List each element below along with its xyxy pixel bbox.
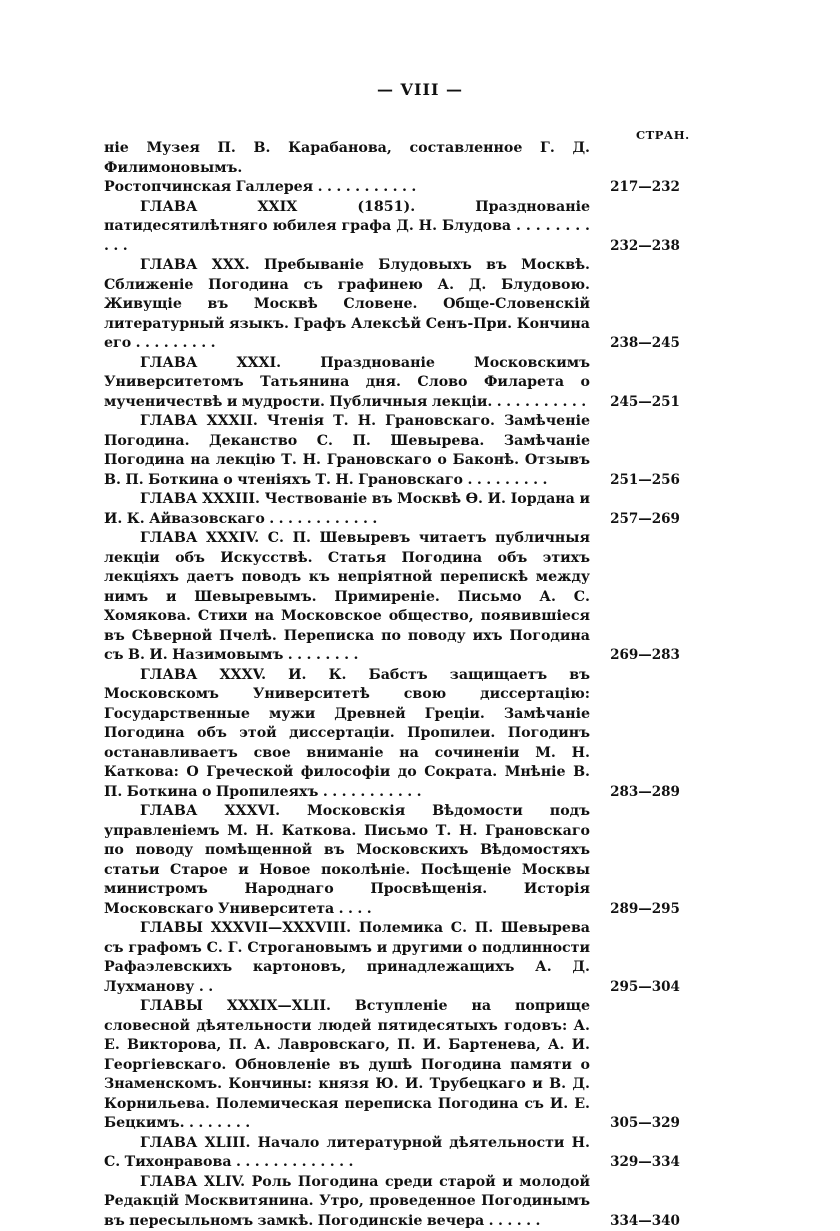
table-of-contents	[104, 139, 700, 1231]
toc-entry-text: ГЛАВЫ XXXIX—XLII. Вступленіе на поприще словесной дѣятельности людей пятидесятыхъ годовъ: А. Е. Викторова, П. А. Лавровскаго, П. И. Бартенева, А. И. Георгіевскаго. Обновленіе въ душѣ Погодина памяти о Знаменскомъ. Кончины: князя Ю. И. Трубецкаго и В. Д. Корнильева. Полемическая переписка Погодина съ И. Е. Бецкимъ. . . . . . . .	[104, 997, 590, 1134]
toc-entry-pages: 245—251	[590, 393, 700, 413]
toc-entry	[104, 919, 700, 997]
toc-entry	[104, 529, 700, 666]
toc-entry	[104, 802, 700, 919]
toc-entry	[104, 354, 700, 413]
page-header: — VIII —	[0, 80, 840, 99]
toc-entry-pages: 334—340	[590, 1212, 700, 1231]
toc-entry-text: ГЛАВА XXXI. Празднованіе Московскимъ Университетомъ Татьянина дня. Слово Филарета о мученичествѣ и мудрости. Публичныя лекціи. . . . . . . . . . .	[104, 354, 590, 413]
toc-entry-pages: 269—283	[590, 646, 700, 666]
toc-entry-pages: 257—269	[590, 510, 700, 530]
toc-entry	[104, 198, 700, 257]
toc-entry-pages: 295—304	[590, 978, 700, 998]
toc-entry-text: ГЛАВА XXXIV. С. П. Шевыревъ читаетъ публичныя лекціи объ Искусствѣ. Статья Погодина объ этихъ лекціяхъ даетъ поводъ къ непріятной перепискѣ между нимъ и Шевыревымъ. Примиреніе. Письмо А. С. Хомякова. Стихи на Московское общество, появившіеся въ Сѣверной Пчелѣ. Переписка по поводу ихъ Погодина съ В. И. Назимовымъ . . . . . . . .	[104, 529, 590, 666]
toc-entry-text: ГЛАВА XXXV. И. К. Бабстъ защищаетъ въ Московскомъ Университетѣ свою диссертацію: Государственные мужи Древней Греціи. Замѣчаніе Погодина объ этой диссертаціи. Пропилеи. Погодинъ останавливаетъ свое вниманіе на сочиненіи М. Н. Каткова: О Греческой философіи до Сократа. Мнѣніе В. П. Боткина о Пропилеяхъ . . . . . . . . . . .	[104, 666, 590, 803]
toc-entry	[104, 1173, 700, 1231]
toc-entry-pages: 251—256	[590, 471, 700, 491]
toc-entry-text: ГЛАВА XXXII. Чтенія Т. Н. Грановскаго. Замѣченіе Погодина. Деканство С. П. Шевырева. Замѣчаніе Погодина на лекцію Т. Н. Грановскаго о Баконѣ. Отзывъ В. П. Боткина о чтеніяхъ Т. Н. Грановскаго . . . . . . . . .	[104, 412, 590, 490]
toc-entry-text: ГЛАВА XLIII. Начало литературной дѣятельности Н. С. Тихонравова . . . . . . . . . . . . .	[104, 1134, 590, 1173]
toc-entry	[104, 997, 700, 1134]
toc-entry-pages: 238—245	[590, 334, 700, 354]
toc-entry	[104, 1134, 700, 1173]
toc-entry-text: ніе Музея П. В. Карабанова, составленное Г. Д. Филимоновымъ. Ростопчинская Галлерея . . . . . . . . . . .	[104, 139, 590, 198]
toc-entry-text: ГЛАВЫ XXXVII—XXXVIII. Полемика С. П. Шевырева съ графомъ С. Г. Строгановымъ и другими о подлинности Рафаэлевскихъ картоновъ, принадлежащихъ А. Д. Лухманову . .	[104, 919, 590, 997]
toc-entry-pages: 305—329	[590, 1114, 700, 1134]
toc-entry-pages: 329—334	[590, 1153, 700, 1173]
toc-entry-text: ГЛАВА XXXIII. Чествованіе въ Москвѣ Ѳ. И. Іордана и И. К. Айвазовскаго . . . . . . . . . . . .	[104, 490, 590, 529]
toc-entry-text: ГЛАВА XXIX (1851). Празднованіе патидесятилѣтняго юбилея графа Д. Н. Блудова . . . . . . . . . . .	[104, 198, 590, 257]
toc-entry-pages: 283—289	[590, 783, 700, 803]
toc-entry-text: ГЛАВА XXXVI. Московскія Вѣдомости подъ управленіемъ М. Н. Каткова. Письмо Т. Н. Грановскаго по поводу помѣщенной въ Московскихъ Вѣдомостяхъ статьи Старое и Новое поколѣніе. Посѣщеніе Москвы министромъ Народнаго Просвѣщенія. Исторія Московскаго Университета . . . .	[104, 802, 590, 919]
toc-entry	[104, 139, 700, 198]
toc-entry-pages: 232—238	[590, 237, 700, 257]
toc-entry	[104, 490, 700, 529]
toc-entry	[104, 666, 700, 803]
toc-entry-pages: 217—232	[590, 178, 700, 198]
toc-entry-text: ГЛАВА XLIV. Роль Погодина среди старой и молодой Редакцій Москвитянина. Утро, проведенное Погодинымъ въ пересыльномъ замкѣ. Погодинскіе вечера . . . . . .	[104, 1173, 590, 1231]
toc-entry	[104, 256, 700, 354]
toc-entry-text: ГЛАВА XXX. Пребываніе Блудовыхъ въ Москвѣ. Сближеніе Погодина съ графинею А. Д. Блудовою. Живущіе въ Москвѣ Словене. Обще-Словенскій литературный языкъ. Графъ Алексѣй Сенъ-При. Кончина его . . . . . . . . .	[104, 256, 590, 354]
toc-entry-pages: 289—295	[590, 900, 700, 920]
pages-column-label: СТРАН.	[636, 128, 690, 142]
toc-entry	[104, 412, 700, 490]
